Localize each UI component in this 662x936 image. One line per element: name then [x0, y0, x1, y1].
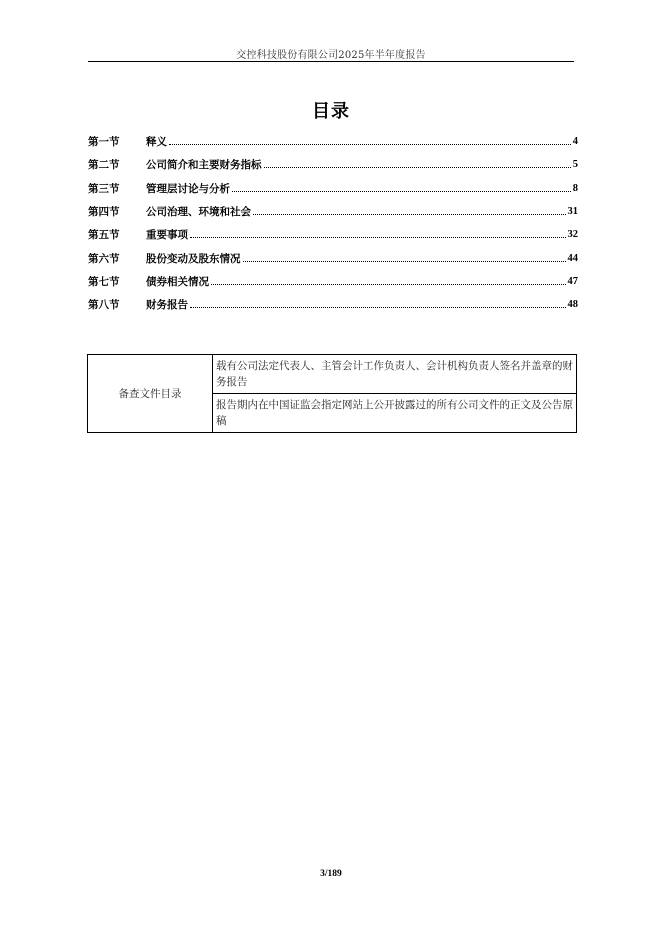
- toc-leader-dots: [169, 134, 571, 145]
- toc-section-name: 债券相关情况: [146, 275, 209, 288]
- toc-section-number: 第七节: [88, 275, 120, 288]
- reference-docs-label: 备查文件目录: [88, 355, 213, 433]
- toc-page-number: 4: [572, 136, 578, 148]
- toc-section-number: 第四节: [88, 206, 120, 219]
- toc-leader-dots: [264, 157, 571, 168]
- header-divider: [88, 61, 574, 62]
- table-of-contents: [88, 130, 578, 316]
- toc-section-name: 公司简介和主要财务指标: [146, 159, 262, 172]
- toc-section-name: 财务报告: [146, 299, 188, 312]
- toc-entry-section-3[interactable]: [88, 177, 578, 200]
- toc-section-name: 重要事项: [146, 229, 188, 242]
- toc-section-number: 第六节: [88, 252, 120, 265]
- toc-page-number: 32: [567, 229, 578, 241]
- toc-leader-dots: [243, 251, 566, 262]
- toc-leader-dots: [211, 274, 566, 285]
- toc-entry-section-1[interactable]: [88, 130, 578, 153]
- reference-documents-table: [87, 354, 577, 433]
- toc-section-name: 股份变动及股东情况: [146, 252, 241, 265]
- toc-page-number: 48: [567, 299, 578, 311]
- toc-leader-dots: [190, 227, 566, 238]
- toc-section-name: 公司治理、环境和社会: [146, 206, 251, 219]
- toc-entry-section-8[interactable]: [88, 293, 578, 316]
- reference-doc-item: 载有公司法定代表人、主管会计工作负责人、会计机构负责人签名并盖章的财务报告: [213, 355, 577, 394]
- toc-section-number: 第二节: [88, 159, 120, 172]
- toc-page-number: 44: [567, 252, 578, 264]
- toc-entry-section-2[interactable]: [88, 153, 578, 176]
- toc-leader-dots: [253, 204, 566, 215]
- toc-page-number: 47: [567, 275, 578, 287]
- toc-section-name: 释义: [146, 136, 167, 149]
- toc-page-number: 31: [567, 206, 578, 218]
- toc-section-number: 第三节: [88, 182, 120, 195]
- toc-entry-section-6[interactable]: [88, 246, 578, 269]
- toc-entry-section-7[interactable]: [88, 270, 578, 293]
- toc-leader-dots: [190, 297, 566, 308]
- table-row: [88, 355, 577, 394]
- toc-page-number: 5: [572, 159, 578, 171]
- page-number: 3/189: [320, 869, 342, 879]
- running-header: 交控科技股份有限公司2025年半年度报告: [236, 50, 426, 61]
- toc-entry-section-4[interactable]: [88, 200, 578, 223]
- toc-leader-dots: [232, 181, 571, 192]
- reference-doc-item: 报告期内在中国证监会指定网站上公开披露过的所有公司文件的正文及公告原稿: [213, 394, 577, 433]
- toc-section-number: 第八节: [88, 299, 120, 312]
- toc-section-name: 管理层讨论与分析: [146, 182, 230, 195]
- toc-entry-section-5[interactable]: [88, 223, 578, 246]
- toc-title: 目录: [312, 101, 350, 122]
- toc-section-number: 第一节: [88, 136, 120, 149]
- toc-page-number: 8: [572, 182, 578, 194]
- toc-section-number: 第五节: [88, 229, 120, 242]
